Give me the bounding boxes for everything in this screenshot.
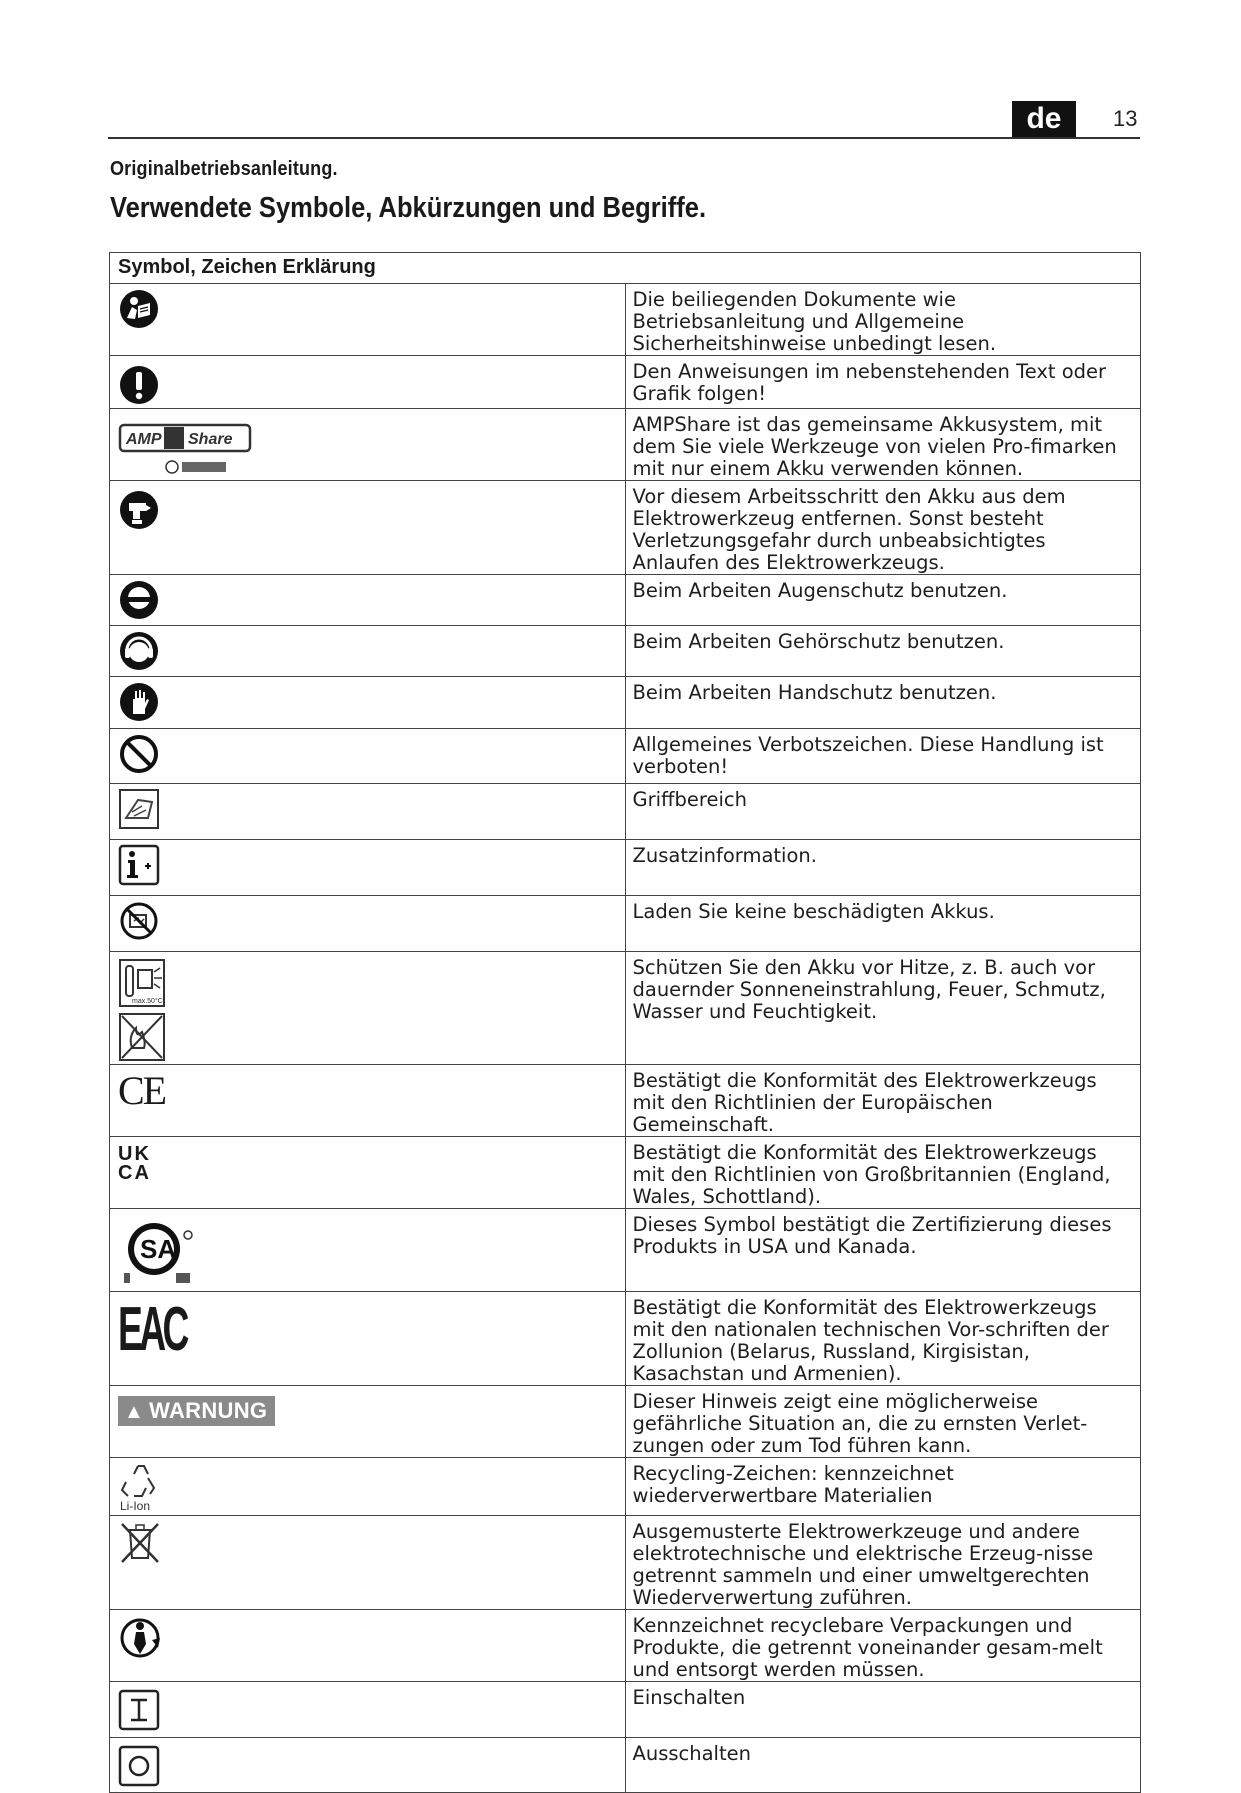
warning-badge-icon — [118, 1396, 275, 1426]
language-badge: de — [1012, 101, 1076, 137]
warning-exclamation-icon — [118, 364, 160, 406]
switch-off-icon — [118, 1745, 160, 1789]
grip-area-icon — [118, 788, 160, 830]
table-row — [110, 784, 1141, 840]
table-column-header: Symbol, Zeichen Erklärung — [110, 253, 1141, 284]
table-row — [110, 575, 1141, 626]
recyclable-packaging-icon — [118, 1614, 166, 1662]
prohibition-icon — [118, 733, 160, 775]
row-description: AMPShare ist das gemeinsame Akkusystem, mit dem Sie viele Werkzeuge von vielen Pro-fimarken mit nur einem Akku verwenden können. — [625, 409, 1141, 481]
row-description: Zusatzinformation. — [625, 840, 1141, 896]
table-row — [110, 1738, 1141, 1793]
table-row — [110, 677, 1141, 729]
row-description: Bestätigt die Konformität des Elektrowerkzeugs mit den nationalen technischen Vor-schriften der Zollunion (Belarus, Russland, Kirgisistan, Kasachstan und Armenien). — [625, 1292, 1141, 1386]
table-row — [110, 481, 1141, 575]
row-description: Laden Sie keine beschädigten Akkus. — [625, 896, 1141, 952]
info-plus-icon — [118, 844, 160, 886]
row-description: Dieser Hinweis zeigt eine möglicherweise gefährliche Situation an, die zu ernsten Verlet-zungen oder zum Tod führen kann. — [625, 1386, 1141, 1458]
ukca-mark-line-2: CA — [118, 1162, 151, 1184]
row-description: Bestätigt die Konformität des Elektrowerkzeugs mit den Richtlinien der Europäischen Gemeinschaft. — [625, 1065, 1141, 1137]
row-description: Griffbereich — [625, 784, 1141, 840]
ukca-mark-icon — [110, 1137, 626, 1209]
row-description: Beim Arbeiten Gehörschutz benutzen. — [625, 626, 1141, 677]
eye-protection-icon — [118, 579, 160, 621]
table-row — [110, 1516, 1141, 1610]
row-description: Ausgemusterte Elektrowerkzeuge und andere elektrotechnische und elektrische Erzeug-nisse getrennt sammeln und einer umweltgerechten Wiederverwertung zuführen. — [625, 1516, 1141, 1610]
row-description: Dieses Symbol bestätigt die Zertifizierung dieses Produkts in USA und Kanada. — [625, 1209, 1141, 1292]
row-description: Vor diesem Arbeitsschritt den Akku aus dem Elektrowerkzeug entfernen. Sonst besteht Verletzungsgefahr durch unbeabsichtigtes Anlaufen des Elektrowerkzeugs. — [625, 481, 1141, 575]
row-description: Den Anweisungen im nebenstehenden Text oder Grafik folgen! — [625, 356, 1141, 409]
row-description: Einschalten — [625, 1682, 1141, 1738]
table-row — [110, 896, 1141, 952]
page-number: 13 — [1113, 106, 1138, 131]
ampshare-logo-icon — [118, 423, 258, 475]
ce-mark-icon: CE — [118, 1068, 166, 1113]
switch-on-icon — [118, 1689, 160, 1733]
row-description: Beim Arbeiten Augenschutz benutzen. — [625, 575, 1141, 626]
row-description: Beim Arbeiten Handschutz benutzen. — [625, 677, 1141, 729]
recycling-li-ion-icon — [118, 1462, 164, 1514]
table-row — [110, 840, 1141, 896]
no-damaged-battery-icon — [118, 900, 160, 942]
table-row — [110, 1292, 1141, 1386]
hand-protection-icon — [118, 681, 160, 723]
li-ion-label: Li-Ion — [120, 1499, 151, 1513]
warning-triangle-icon: ▲ — [124, 1401, 145, 1423]
table-row — [110, 409, 1141, 481]
row-description: Kennzeichnet recyclebare Verpackungen und Produkte, die getrennt voneinander gesam-melt und entsorgt werden müssen. — [625, 1610, 1141, 1682]
crossed-bin-icon — [118, 1520, 162, 1566]
read-manual-icon — [118, 288, 160, 330]
svg-text:SA: SA — [140, 1234, 177, 1264]
table-row — [110, 356, 1141, 409]
document-title: Verwendete Symbole, Abkürzungen und Begriffe. — [110, 192, 707, 224]
heat-limit-label: max.50°C — [132, 998, 163, 1005]
row-description: Bestätigt die Konformität des Elektrowerkzeugs mit den Richtlinien von Großbritannien (England, Wales, Schottland). — [625, 1137, 1141, 1209]
row-description: Die beiliegenden Dokumente wie Betriebsanleitung und Allgemeine Sicherheitshinweise unbedingt lesen. — [625, 284, 1141, 356]
svg-text:Share: Share — [188, 431, 233, 448]
symbols-table — [109, 252, 1141, 1793]
ukca-mark-line-1: UK — [118, 1143, 151, 1165]
table-row — [110, 952, 1141, 1065]
table-row — [110, 1137, 1141, 1209]
svg-text:AMP: AMP — [126, 431, 162, 448]
table-row — [110, 626, 1141, 677]
table-row — [110, 1682, 1141, 1738]
warning-badge-label: WARNUNG — [149, 1398, 268, 1423]
table-row — [110, 1458, 1141, 1516]
table-row — [110, 1610, 1141, 1682]
eac-mark-icon: EAC — [118, 1295, 186, 1364]
table-row — [110, 284, 1141, 356]
header-divider — [108, 137, 1140, 139]
table-row — [110, 729, 1141, 784]
table-row — [110, 1065, 1141, 1137]
row-description: Schützen Sie den Akku vor Hitze, z. B. auch vor dauernder Sonneneinstrahlung, Feuer, Schmutz, Wasser und Feuchtigkeit. — [625, 952, 1141, 1065]
ear-protection-icon — [118, 630, 160, 672]
table-header-row — [110, 253, 1141, 284]
table-row — [110, 1209, 1141, 1292]
remove-battery-icon — [118, 489, 160, 531]
table-row — [110, 1386, 1141, 1458]
document-subtitle: Originalbetriebsanleitung. — [110, 158, 338, 180]
row-description: Allgemeines Verbotszeichen. Diese Handlung ist verboten! — [625, 729, 1141, 784]
battery-heat-protection-icon — [118, 958, 168, 1062]
row-description: Ausschalten — [625, 1738, 1141, 1793]
row-description: Recycling-Zeichen: kennzeichnet wiederverwertbare Materialien — [625, 1458, 1141, 1516]
csa-mark-icon — [118, 1213, 204, 1289]
